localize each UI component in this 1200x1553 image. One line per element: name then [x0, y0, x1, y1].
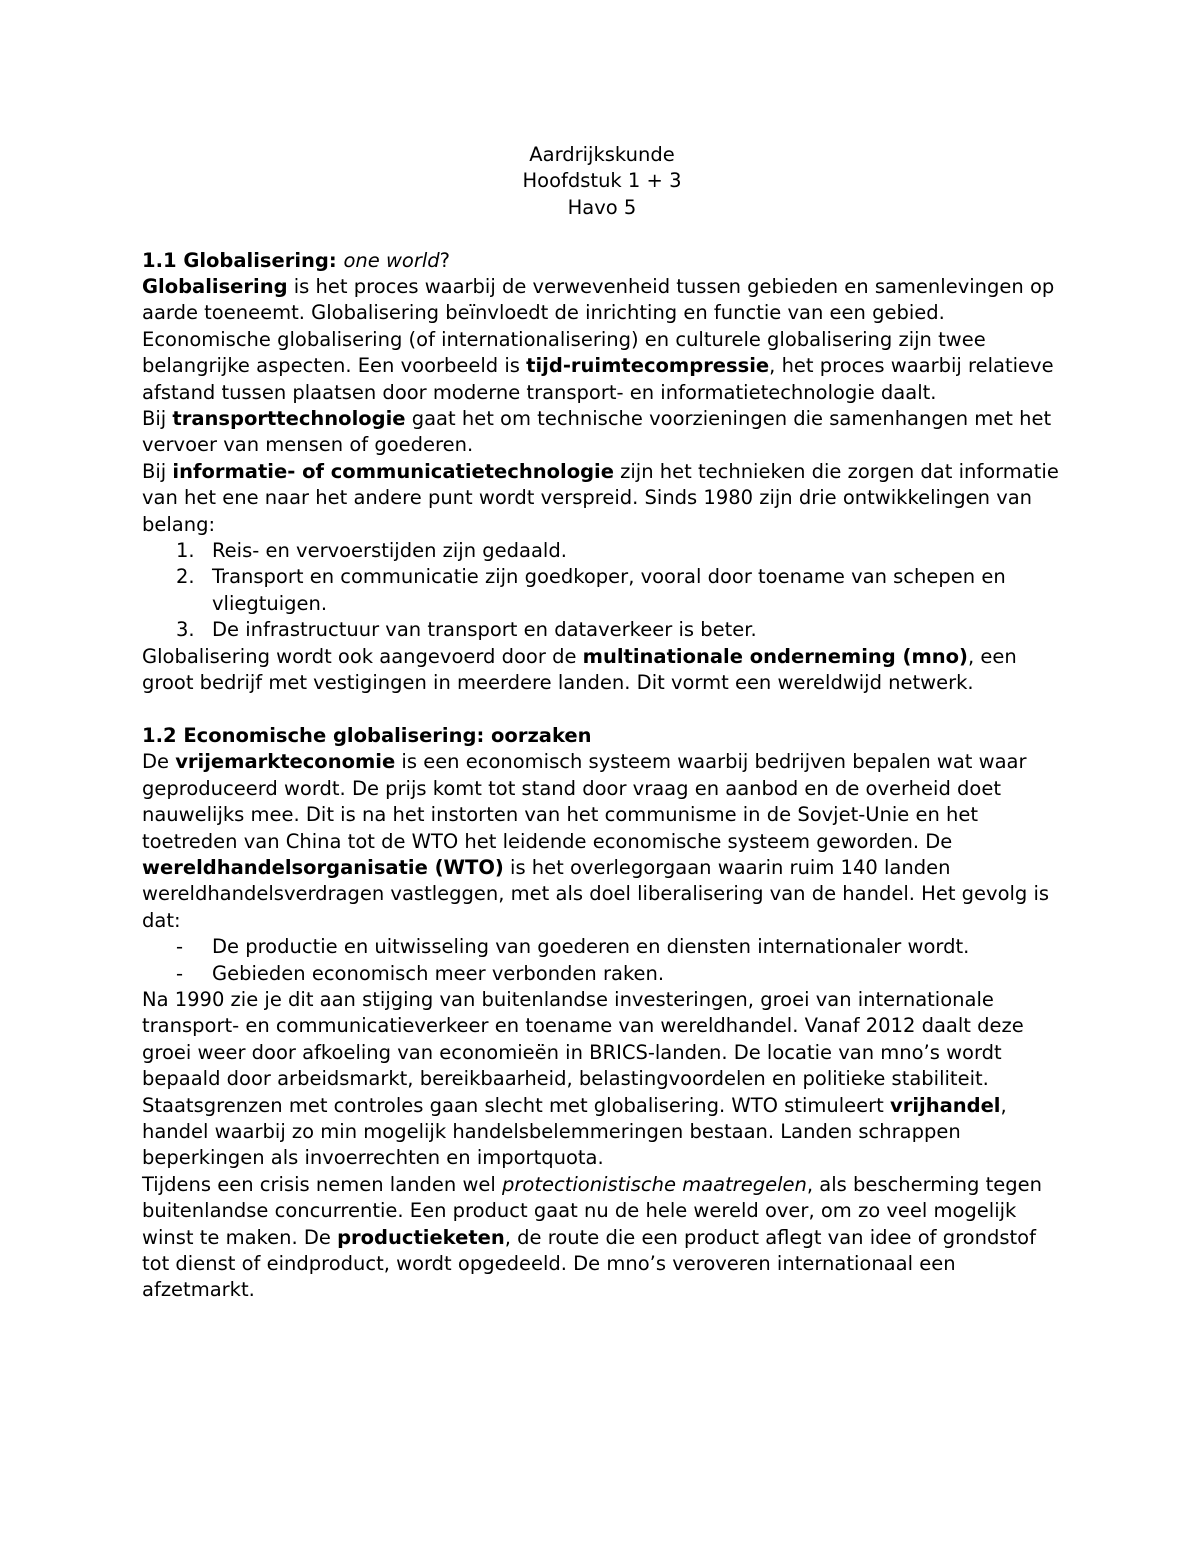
list-item	[142, 934, 1062, 960]
list-marker: -	[176, 961, 184, 985]
paragraph-text: zijn het technieken die zorgen dat informatie van het ene naar het andere punt wordt verspreid. Sinds 1980 zijn drie ontwikkelingen van belang:	[142, 459, 1059, 536]
list-item	[142, 538, 1062, 564]
paragraph	[142, 749, 1062, 934]
list-item-text: Transport en communicatie zijn goedkoper, vooral door toename van schepen en vliegtuigen.	[212, 565, 1006, 615]
term-wto: wereldhandelsorganisatie (WTO)	[142, 855, 504, 879]
paragraph-text: gaat het om technische voorzieningen die samenhangen met het vervoer van mensen of goederen.	[142, 407, 1052, 457]
list-item	[142, 617, 1062, 643]
term-vrijhandel: vrijhandel	[890, 1093, 1001, 1117]
paragraph-text: Staatsgrenzen met controles gaan slecht met globalisering. WTO stimuleert	[142, 1093, 890, 1117]
paragraph-text: , als bescherming tegen buitenlandse concurrentie. Een product gaat nu de hele wereld over, om zo veel mogelijk winst te maken. De	[142, 1172, 1042, 1249]
term-globalisering: Globalisering	[142, 275, 288, 299]
list-item-text: Reis- en vervoerstijden zijn gedaald.	[212, 539, 567, 563]
term-tijd-ruimtecompressie: tijd-ruimtecompressie	[526, 354, 770, 378]
paragraph-text: is een economisch systeem waarbij bedrijven bepalen wat waar geproduceerd wordt. De prijs komt tot stand door vraag en aanbod en de overheid doet nauwelijks mee. Dit is na het instorten van het communisme in de Sovjet-Unie en het toetreden van China tot de WTO het leidende economische systeem geworden. De	[142, 750, 1027, 853]
paragraph-text: De	[142, 750, 176, 774]
paragraph: Na 1990 zie je dit aan stijging van buitenlandse investeringen, groei van internationale transport- en communicatieverkeer en toename van wereldhandel. Vanaf 2012 daalt deze groei weer door afkoeling van economieën in BRICS-landen. De locatie van mno’s wordt bepaald door arbeidsmarkt, bereikbaarheid, belastingvoordelen en politieke stabiliteit.	[142, 987, 1024, 1091]
paragraph-text: , een groot bedrijf met vestigingen in meerdere landen. Dit vormt een wereldwijd netwerk.	[142, 644, 1017, 695]
list-marker: 2.	[176, 565, 195, 589]
numbered-list	[142, 538, 1062, 644]
list-marker: 1.	[176, 539, 195, 563]
paragraph	[142, 459, 1062, 538]
bullet-list	[142, 934, 1062, 987]
term-productieketen: productieketen	[337, 1225, 505, 1249]
list-item	[142, 564, 1062, 617]
term-communicatietechnologie: informatie- of communicatietechnologie	[172, 459, 614, 483]
heading-text: 1.2 Economische globalisering: oorzaken	[142, 723, 592, 747]
term-vrijemarkteconomie: vrijemarkteconomie	[175, 750, 396, 774]
section-1-2	[142, 723, 1062, 1304]
term-mno: multinationale onderneming (mno)	[582, 644, 968, 668]
paragraph-text: is het overlegorgaan waarin ruim 140 landen wereldhandelsverdragen vastleggen, met als doel liberalisering van de handel. Het gevolg is dat:	[142, 855, 1050, 932]
heading-suffix: ?	[439, 248, 451, 272]
heading-prefix: 1.1 Globalisering:	[142, 248, 344, 272]
list-item-text: Gebieden economisch meer verbonden raken.	[212, 961, 665, 985]
paragraph-text: , handel waarbij zo min mogelijk handelsbelemmeringen bestaan. Landen schrappen beperkingen als invoerrechten en importquota.	[142, 1093, 1007, 1170]
term-protectionistische-maatregelen: protectionistische maatregelen	[502, 1172, 807, 1196]
paragraph	[142, 406, 1062, 459]
paragraph	[142, 644, 1062, 697]
section-1-1-heading	[142, 248, 1062, 274]
level-title: Havo 5	[567, 195, 637, 219]
chapter-title: Hoofdstuk 1 + 3	[522, 169, 682, 193]
section-1-1	[142, 248, 1062, 697]
paragraph-text: Bij	[142, 407, 173, 431]
paragraph	[142, 274, 1062, 406]
paragraph	[142, 1093, 1062, 1172]
paragraph-text: Bij	[142, 459, 173, 483]
document-page	[142, 142, 1062, 1304]
list-item	[142, 961, 1062, 987]
paragraph-text: is het proces waarbij de verwevenheid tussen gebieden en samenlevingen op aarde toeneemt. Globalisering beïnvloedt de inrichting en functie van een gebied. Economische globalisering (of internationalisering) en culturele globalisering zijn twee belangrijke aspecten. Een voorbeeld is	[142, 275, 1055, 378]
paragraph	[142, 1172, 1062, 1304]
paragraph-text: Tijdens een crisis nemen landen wel	[142, 1172, 503, 1196]
list-marker: 3.	[176, 618, 195, 642]
subject-title: Aardrijkskunde	[529, 143, 675, 166]
paragraph-text: , de route die een product aflegt van idee of grondstof tot dienst of eindproduct, wordt opgedeeld. De mno’s veroveren internationaal een afzetmarkt.	[142, 1225, 1036, 1302]
title-block	[142, 142, 1062, 221]
paragraph-text: , het proces waarbij relatieve afstand tussen plaatsen door moderne transport- en informatietechnologie daalt.	[142, 354, 1054, 404]
heading-italic: one world	[343, 248, 440, 272]
list-marker: -	[176, 935, 184, 959]
term-transporttechnologie: transporttechnologie	[172, 407, 406, 431]
paragraph-text: Globalisering wordt ook aangevoerd door de	[142, 644, 583, 668]
list-item-text: De productie en uitwisseling van goederen en diensten internationaler wordt.	[212, 935, 970, 959]
list-item-text: De infrastructuur van transport en dataverkeer is beter.	[212, 618, 757, 642]
section-1-2-heading	[142, 723, 1062, 749]
